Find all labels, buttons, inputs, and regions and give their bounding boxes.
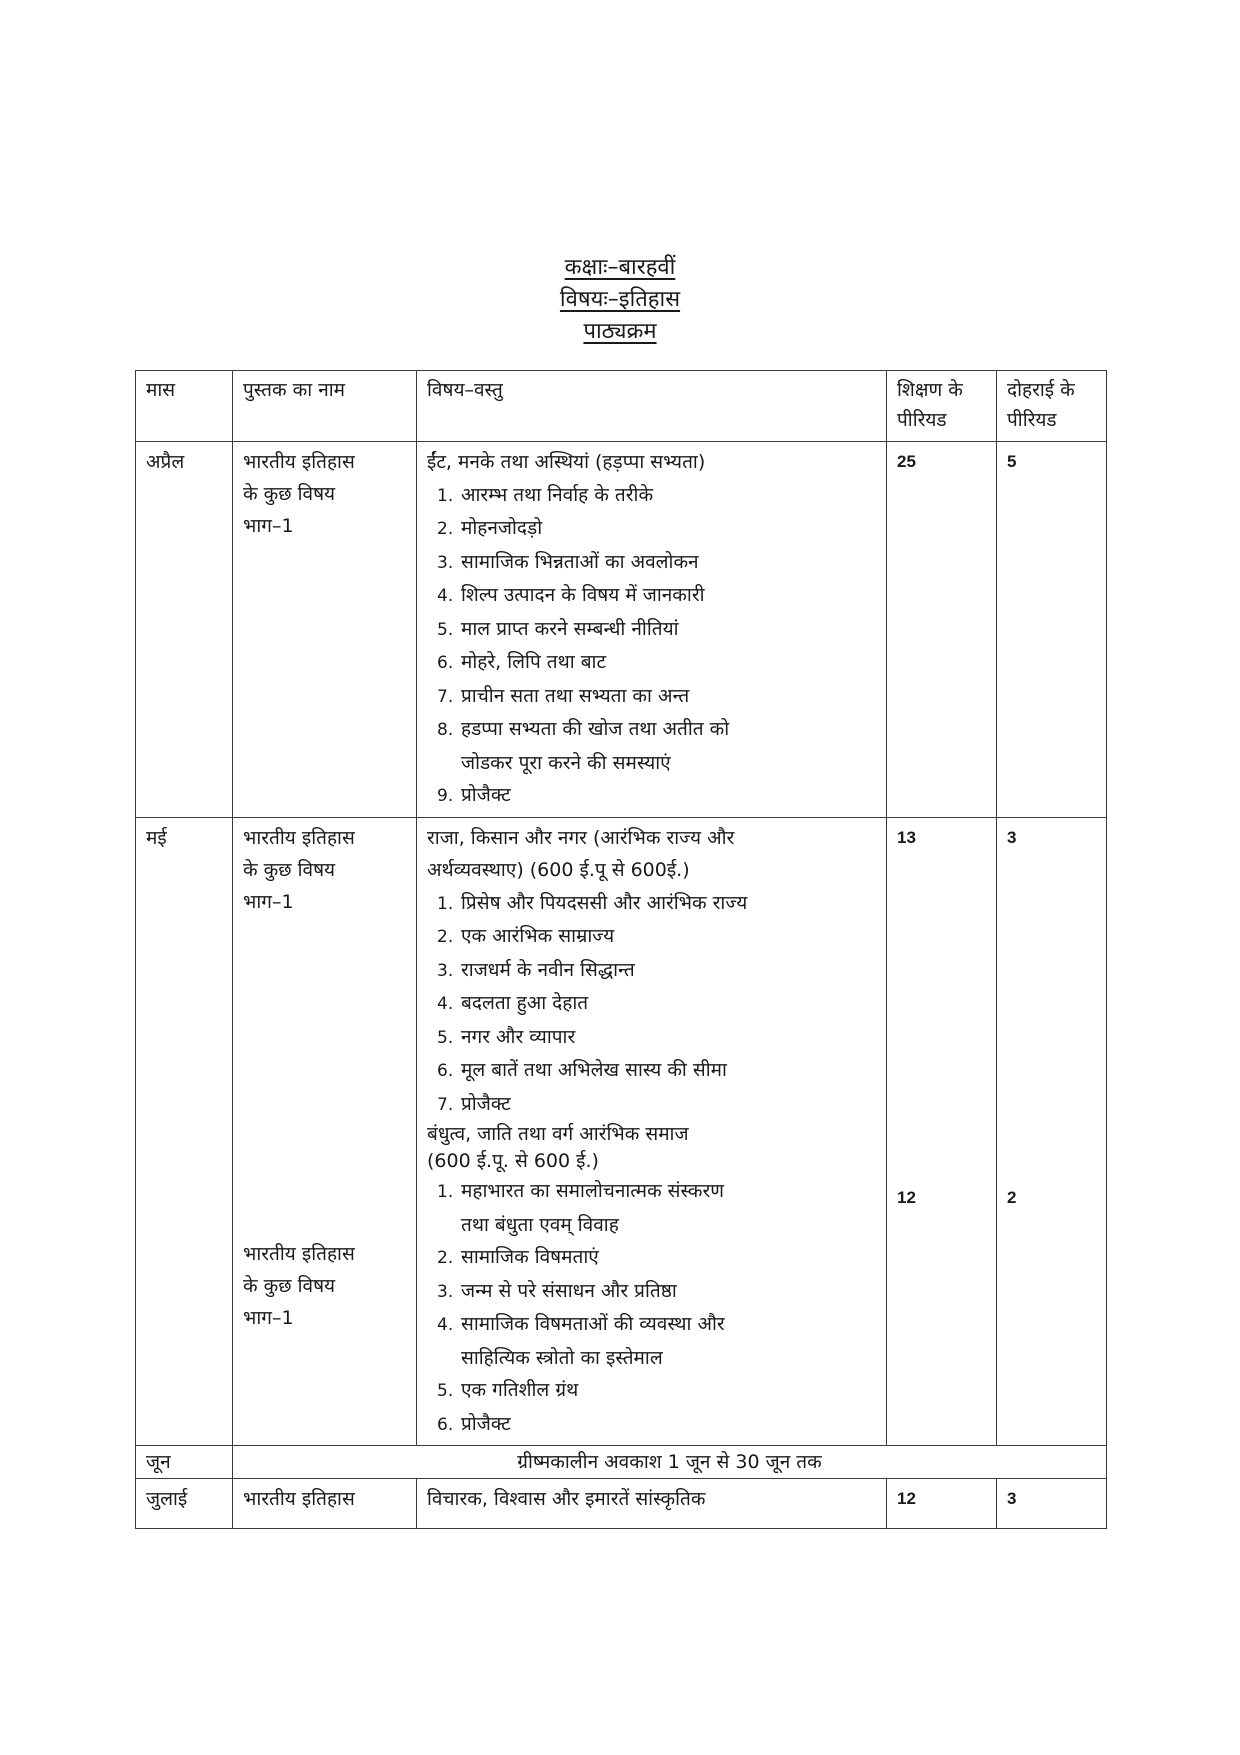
may-content (417, 817, 887, 1446)
table-row-april (136, 442, 1107, 818)
july-teaching-value: 12 (897, 1489, 916, 1508)
spacer (897, 854, 986, 1182)
april-revision-value: 5 (1007, 452, 1017, 471)
list-item: 1. महाभारत का समालोचनात्मक संस्करण तथा बंधुता एवम् विवाह (437, 1180, 724, 1236)
may-teaching-value2: 12 (897, 1188, 916, 1207)
june-month (136, 1446, 233, 1479)
april-book-line: भाग–1 (243, 515, 294, 537)
may-month-label: मई (146, 826, 167, 849)
may-book-line: के कुछ विषय (243, 858, 336, 881)
april-book-line: के कुछ विषय (243, 483, 336, 505)
april-content (417, 442, 887, 818)
april-subtopics (427, 479, 876, 813)
list-item: 2. सामाजिक विषमताएं (437, 1246, 599, 1268)
april-month (136, 442, 233, 818)
list-item: 6. मूल बातें तथा अभिलेख सास्य की सीमा (437, 1059, 727, 1081)
april-teaching-value: 25 (897, 452, 916, 471)
list-item: 1. प्रिसेष और पियदससी और आरंभिक राज्य (437, 891, 748, 914)
list-item: 7. प्राचीन सता तथा सभ्यता का अन्त (437, 684, 690, 707)
header-teaching-periods (887, 371, 997, 442)
june-month-label: जून (146, 1451, 171, 1473)
may-revision-value1: 3 (1007, 827, 1017, 847)
may-teaching-value1: 13 (897, 827, 916, 847)
list-item: 4. बदलता हुआ देहात (437, 992, 589, 1014)
july-month-label: जुलाई (146, 1488, 188, 1510)
syllabus-title: पाठ्यक्रम (583, 319, 657, 344)
july-revision-value: 3 (1007, 1489, 1017, 1508)
may-revision-value2: 2 (1007, 1188, 1017, 1207)
april-teaching (887, 442, 997, 818)
may-subtopics2 (427, 1175, 876, 1441)
may-book (233, 817, 417, 1446)
june-holiday-note: ग्रीष्मकालीन अवकाश 1 जून से 30 जून तक (233, 1446, 1107, 1479)
july-content (417, 1479, 887, 1529)
april-month-label: अप्रैल (146, 451, 185, 473)
may-teaching (887, 817, 997, 1446)
header-teaching-line1: शिक्षण के (897, 379, 963, 401)
header-revision-periods (997, 371, 1107, 442)
may-topic2-line2: (600 ई.पू. से 600 ई.) (427, 1150, 599, 1172)
july-topic: विचारक, विश्वास और इमारतें सांस्कृतिक (427, 1488, 706, 1510)
may-topic2-line1: बंधुत्व, जाति तथा वर्ग आरंभिक समाज (427, 1123, 689, 1145)
may-topic1-line2: अर्थव्यवस्थाए) (600 ई.पू से 600ई.) (427, 859, 690, 881)
list-item: 7. प्रोजैक्ट (437, 1092, 511, 1115)
spacer (243, 918, 406, 1238)
list-item: 5. माल प्राप्त करने सम्बन्धी नीतियां (437, 617, 679, 640)
list-item: 4. सामाजिक विषमताओं की व्यवस्था और साहित्यिक स्त्रोतो का इस्तेमाल (437, 1313, 725, 1369)
subject-title: विषयः–इतिहास (559, 287, 681, 312)
july-book-line: भारतीय इतिहास (243, 1488, 355, 1510)
header-month: मास (136, 371, 233, 442)
list-item: 3. जन्म से परे संसाधन और प्रतिष्ठा (437, 1279, 677, 1302)
list-item: 9. प्रोजैक्ट (437, 784, 511, 806)
header-revision-line1: दोहराई के (1007, 379, 1075, 401)
table-row-june (136, 1446, 1107, 1479)
may-subtopics1 (427, 887, 876, 1122)
july-revision (997, 1479, 1107, 1529)
july-teaching (887, 1479, 997, 1529)
may-book2-line: भारतीय इतिहास (243, 1242, 355, 1265)
list-item: 6. मोहरे, लिपि तथा बाट (437, 651, 607, 673)
may-topic1-line1: राजा, किसान और नगर (आरंभिक राज्य और (427, 826, 735, 849)
header-book: पुस्तक का नाम (233, 371, 417, 442)
list-item: 3. राजधर्म के नवीन सिद्धान्त (437, 958, 635, 981)
april-revision (997, 442, 1107, 818)
may-month (136, 817, 233, 1446)
july-month (136, 1479, 233, 1529)
list-item: 2. एक आरंभिक साम्राज्य (437, 925, 615, 947)
syllabus-table (135, 370, 1107, 1529)
list-item: 6. प्रोजैक्ट (437, 1412, 511, 1435)
document-titles (0, 252, 1240, 348)
class-title: कक्षाः–बारहवीं (564, 255, 676, 280)
table-row-may (136, 817, 1107, 1446)
header-content: विषय–वस्तु (417, 371, 887, 442)
spacer (1007, 854, 1096, 1182)
may-book2-line: भाग–1 (243, 1306, 294, 1329)
list-item: 3. सामाजिक भिन्नताओं का अवलोकन (437, 550, 699, 573)
list-item: 4. शिल्प उत्पादन के विषय में जानकारी (437, 584, 705, 606)
header-teaching-line2: पीरियड (897, 409, 947, 431)
list-item: 1. आरम्भ तथा निर्वाह के तरीके (437, 483, 654, 506)
table-row-july (136, 1479, 1107, 1529)
list-item: 5. नगर और व्यापार (437, 1025, 576, 1048)
list-item: 2. मोहनजोदड़ो (437, 517, 543, 539)
list-item: 8. हडप्पा सभ्यता की खोज तथा अतीत को जोडकर पूरा करने की समस्याएं (437, 718, 730, 774)
april-book (233, 442, 417, 818)
may-book2-line: के कुछ विषय (243, 1274, 336, 1297)
list-item: 5. एक गतिशील ग्रंथ (437, 1379, 579, 1401)
may-book-line: भाग–1 (243, 890, 294, 913)
header-revision-line2: पीरियड (1007, 409, 1057, 431)
may-book-line: भारतीय इतिहास (243, 826, 355, 849)
july-book (233, 1479, 417, 1529)
table-header-row (136, 371, 1107, 442)
april-topic: ईंट, मनके तथा अस्थियां (हड़प्पा सभ्यता) (427, 451, 706, 473)
april-book-line: भारतीय इतिहास (243, 451, 355, 473)
may-revision (997, 817, 1107, 1446)
